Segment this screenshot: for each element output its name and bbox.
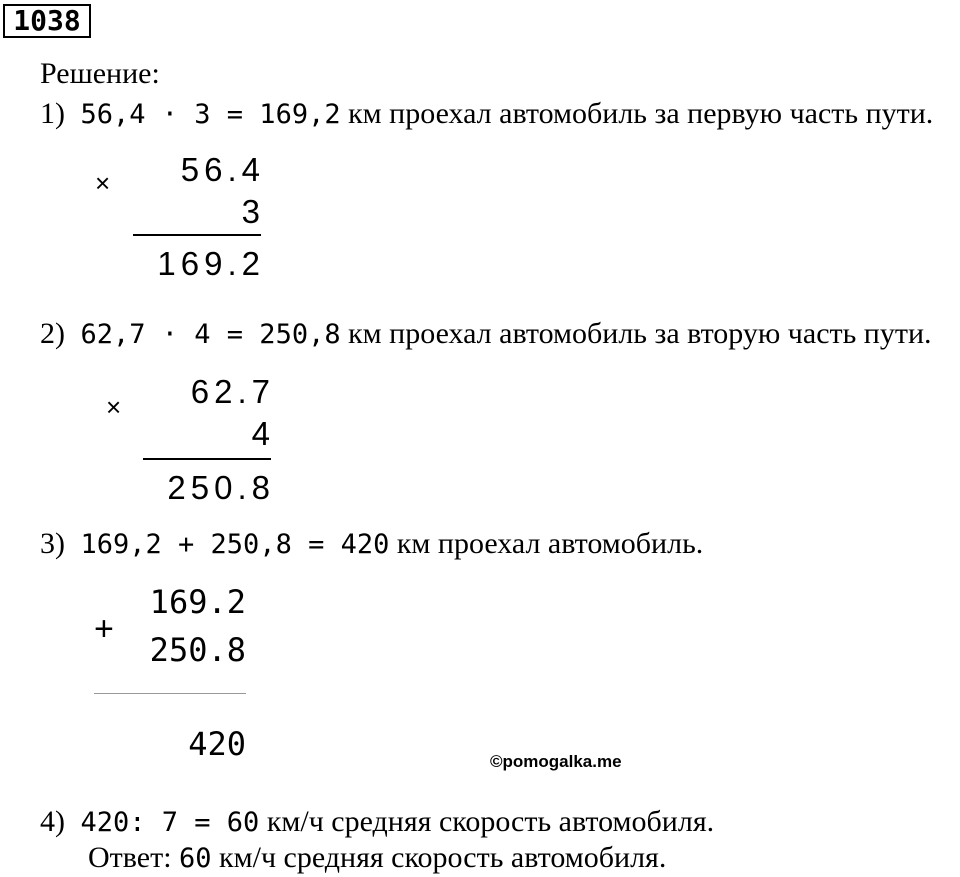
step-number: 4) <box>40 805 65 838</box>
answer <box>88 840 666 877</box>
step-4 <box>40 804 714 841</box>
task-number: 1038 <box>3 4 91 38</box>
step-expression: 169,2 + 250,8 = 420 <box>80 529 390 560</box>
solution-heading: Решение: <box>40 57 160 90</box>
step-1 <box>40 96 933 133</box>
step-number: 3) <box>40 527 65 560</box>
calc-operand-b: 250.8 <box>149 631 246 669</box>
calc-rule <box>133 234 261 236</box>
calc-operand-a: 56.4 <box>180 151 265 188</box>
watermark: ©pomogalka.me <box>490 752 622 771</box>
step-number: 1) <box>40 97 65 130</box>
multiply-sign: × <box>106 392 122 422</box>
calc-result: 250.8 <box>167 469 275 506</box>
calc-result: 169.2 <box>157 245 265 282</box>
step-2 <box>40 316 932 353</box>
calc-rule <box>94 693 246 694</box>
plus-sign: + <box>94 610 114 648</box>
calc-operand-b: 4 <box>251 415 275 452</box>
step-text: км проехал автомобиль за вторую часть пути. <box>348 317 932 350</box>
step-expression: 56,4 · 3 = 169,2 <box>80 99 341 130</box>
calc-rule <box>143 458 271 460</box>
multiply-sign: × <box>95 168 111 198</box>
answer-label: Ответ: <box>88 841 172 874</box>
calc-operand-a: 62.7 <box>190 373 275 410</box>
calc-operand-b: 3 <box>241 193 265 230</box>
step-text: км/ч средняя скорость автомобиля. <box>266 805 715 838</box>
step-text: км проехал автомобиль за первую часть пути. <box>348 97 934 130</box>
answer-text: км/ч средняя скорость автомобиля. <box>219 841 667 874</box>
step-expression: 62,7 · 4 = 250,8 <box>80 319 341 350</box>
calc-operand-a: 169.2 <box>149 583 246 621</box>
step-expression: 420: 7 = 60 <box>80 807 260 838</box>
step-3 <box>40 526 703 563</box>
calc-result: 420 <box>188 725 246 763</box>
step-number: 2) <box>40 317 65 350</box>
step-text: км проехал автомобиль. <box>396 527 704 560</box>
answer-expression: 60 <box>179 843 212 874</box>
